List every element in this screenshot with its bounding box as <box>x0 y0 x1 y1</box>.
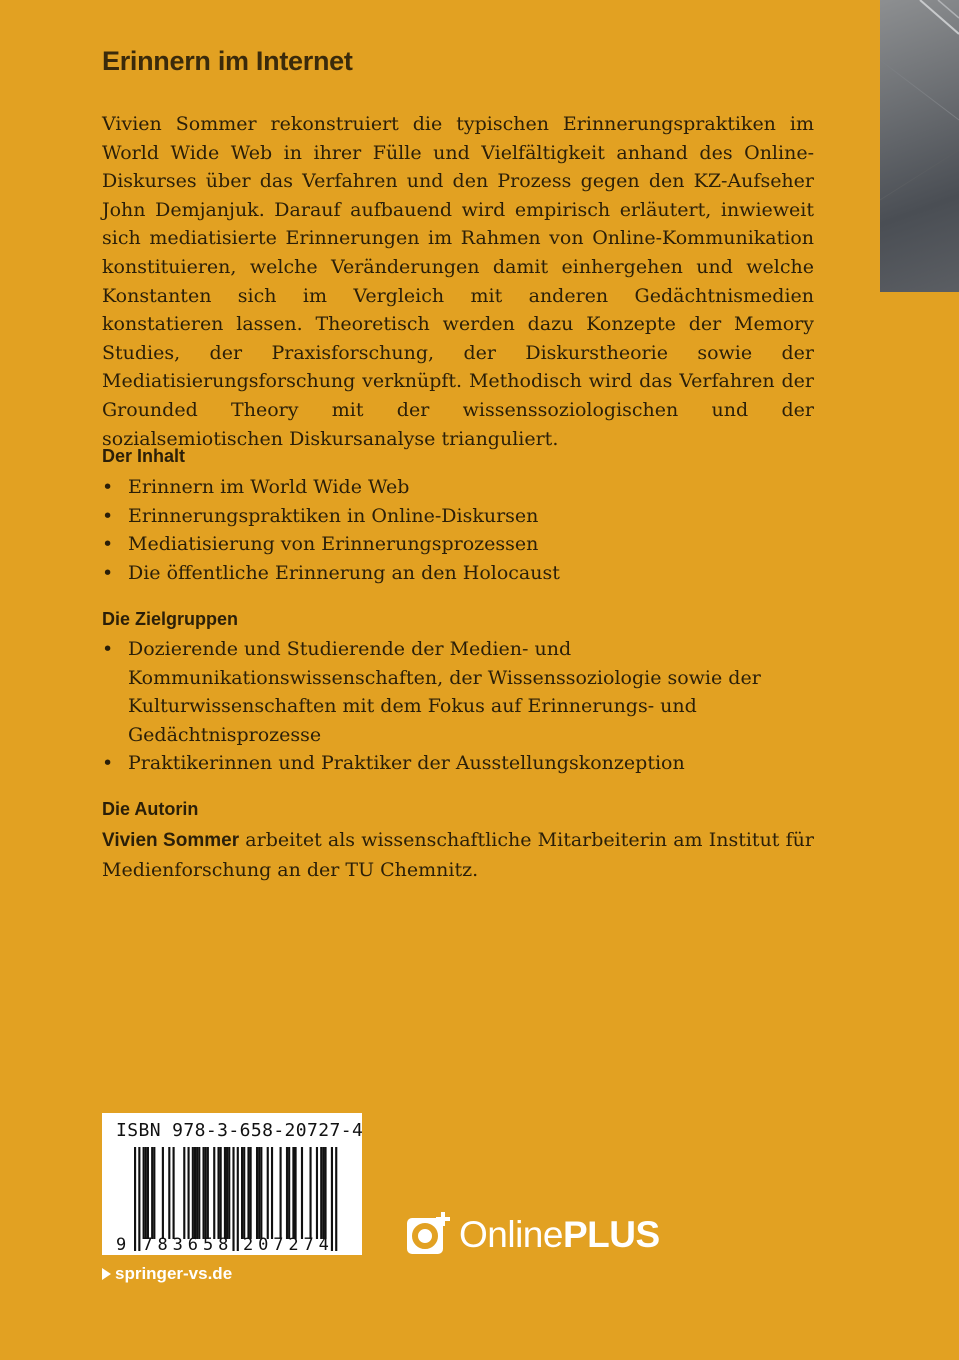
barcode-bar <box>198 1147 200 1239</box>
barcode-bar <box>202 1147 204 1239</box>
barcode-bar <box>145 1147 147 1239</box>
barcode-bar <box>226 1147 228 1239</box>
barcode-bar <box>205 1147 207 1239</box>
barcode-digit: 9 <box>116 1235 127 1255</box>
barcode-bar <box>173 1147 175 1239</box>
onlineplus-icon <box>405 1212 453 1256</box>
section-heading-inhalt: Der Inhalt <box>102 446 186 466</box>
barcode-bar <box>292 1147 294 1239</box>
list-item-text: Praktikerinnen und Praktiker der Ausstellungskonzeption <box>128 752 685 775</box>
barcode-bar <box>309 1147 311 1239</box>
summary-paragraph: Vivien Sommer rekonstruiert die typischen Erinnerungspraktiken im World Wide Web in ihrer Fülle und Vielfältigkeit anhand des Online-Diskurses über das Verfahren und den Prozess gegen den KZ-Aufseher John Demjanjuk. Darauf aufbauend wird empirisch erläutert, inwieweit sich mediatisierte Erinnerungen im Rahmen von Online-Kommunikation konstituieren, welche Veränderungen damit einhergehen und welche Konstanten sich im Vergleich mit anderen Gedächtnismedien konstatieren lassen. Theoretisch werden dazu Konzepte der Memory Studies, der Praxisforschung, der Diskurstheorie sowie der Mediatisierungsforschung verknüpft. Methodisch wird das Verfahren der Grounded Theory mit der wissenssoziologischen und der sozialsemiotischen Diskursanalyse trianguliert. <box>102 113 814 450</box>
barcode-digits-left: 783658 <box>142 1235 229 1255</box>
barcode-bar <box>288 1147 290 1239</box>
barcode-bar <box>271 1147 273 1239</box>
barcode-bar <box>247 1147 249 1239</box>
barcode-bar <box>232 1147 234 1251</box>
author-bio: arbeitet als wissenschaftliche Mitarbeiterin am Institut für Medienforschung an der TU Chemnitz. <box>102 829 814 881</box>
zielgruppen-list <box>102 635 762 778</box>
publisher-link[interactable] <box>102 1264 232 1284</box>
bullet-icon: • <box>102 533 114 556</box>
barcode-bar <box>168 1147 170 1239</box>
list-item-text: Erinnern im World Wide Web <box>128 476 410 498</box>
barcode-bar <box>207 1147 209 1239</box>
barcode-bar <box>196 1147 198 1239</box>
barcode-bar <box>151 1147 153 1239</box>
list-item-text: Die öffentliche Erinnerung an den Holocaust <box>128 561 560 584</box>
barcode-digits-right: 207274 <box>243 1235 329 1255</box>
isbn-label: ISBN 978-3-658-20727-4 <box>116 1120 364 1141</box>
list-item-text: Mediatisierung von Erinnerungsprozessen <box>128 533 539 556</box>
barcode-bar <box>224 1147 226 1239</box>
onlineplus-logo <box>405 1212 660 1256</box>
inhalt-list <box>102 473 762 587</box>
barcode-bar <box>134 1147 136 1251</box>
author-name: Vivien Sommer <box>102 830 240 851</box>
barcode-bar <box>316 1147 318 1239</box>
barcode-bar <box>258 1147 260 1239</box>
list-item <box>102 502 762 531</box>
author-paragraph <box>102 826 814 884</box>
barcode-bar <box>320 1147 322 1239</box>
bullet-icon: • <box>102 752 114 775</box>
play-arrow-icon <box>102 1268 111 1280</box>
list-item <box>102 559 762 588</box>
barcode-bar <box>331 1147 333 1251</box>
list-item <box>102 635 762 749</box>
barcode-bar <box>243 1147 245 1239</box>
barcode-bar <box>301 1147 303 1239</box>
barcode-bar <box>228 1147 230 1239</box>
barcode-bar <box>260 1147 262 1239</box>
barcode-bar <box>256 1147 258 1239</box>
barcode-bar <box>324 1147 326 1239</box>
list-item-text: Erinnerungspraktiken in Online-Diskursen <box>128 504 539 527</box>
cover-photo-strip <box>880 0 959 292</box>
bullet-icon: • <box>102 638 114 660</box>
barcode-graphic <box>102 1113 362 1255</box>
cover-photo-graphic <box>880 0 959 292</box>
barcode-bar <box>220 1147 222 1239</box>
barcode-bar <box>280 1147 282 1239</box>
onlineplus-plus-text: PLUS <box>562 1213 660 1255</box>
section-heading-zielgruppen: Die Zielgruppen <box>102 609 239 629</box>
barcode-bar <box>286 1147 288 1239</box>
barcode-bar <box>194 1147 196 1239</box>
barcode-bar <box>138 1147 140 1251</box>
barcode-bar <box>147 1147 149 1239</box>
barcode-bar <box>295 1147 297 1239</box>
barcode-bar <box>153 1147 155 1239</box>
barcode-bar <box>250 1147 252 1239</box>
list-item <box>102 749 762 778</box>
barcode-bar <box>162 1147 164 1239</box>
barcode-bar <box>183 1147 185 1239</box>
list-item <box>102 473 762 502</box>
barcode-bar <box>188 1147 190 1239</box>
barcode-bar <box>241 1147 243 1239</box>
bullet-icon: • <box>102 504 114 527</box>
barcode-bar <box>192 1147 194 1239</box>
publisher-link-text: springer-vs.de <box>115 1264 233 1283</box>
onlineplus-wordmark <box>459 1213 660 1255</box>
bullet-icon: • <box>102 561 114 584</box>
barcode-bar <box>217 1147 219 1239</box>
section-heading-autorin: Die Autorin <box>102 799 199 819</box>
barcode-bar <box>143 1147 145 1239</box>
bullet-icon: • <box>102 476 114 498</box>
barcode-bar <box>322 1147 324 1239</box>
barcode-bar <box>213 1147 215 1239</box>
isbn-barcode <box>102 1113 362 1255</box>
onlineplus-online-text: Online <box>459 1213 563 1255</box>
barcode-bar <box>267 1147 269 1239</box>
barcode-bar <box>335 1147 337 1251</box>
list-item-text: Dozierende und Studierende der Medien- und Kommunikationswissenschaften, der Wissenssoziologie sowie der Kulturwissenschaften mit dem Fokus auf Erinnerungs- und Gedächtnisprozesse <box>128 638 761 746</box>
book-title: Erinnern im Internet <box>102 46 353 76</box>
barcode-bar <box>237 1147 239 1251</box>
list-item <box>102 530 762 559</box>
